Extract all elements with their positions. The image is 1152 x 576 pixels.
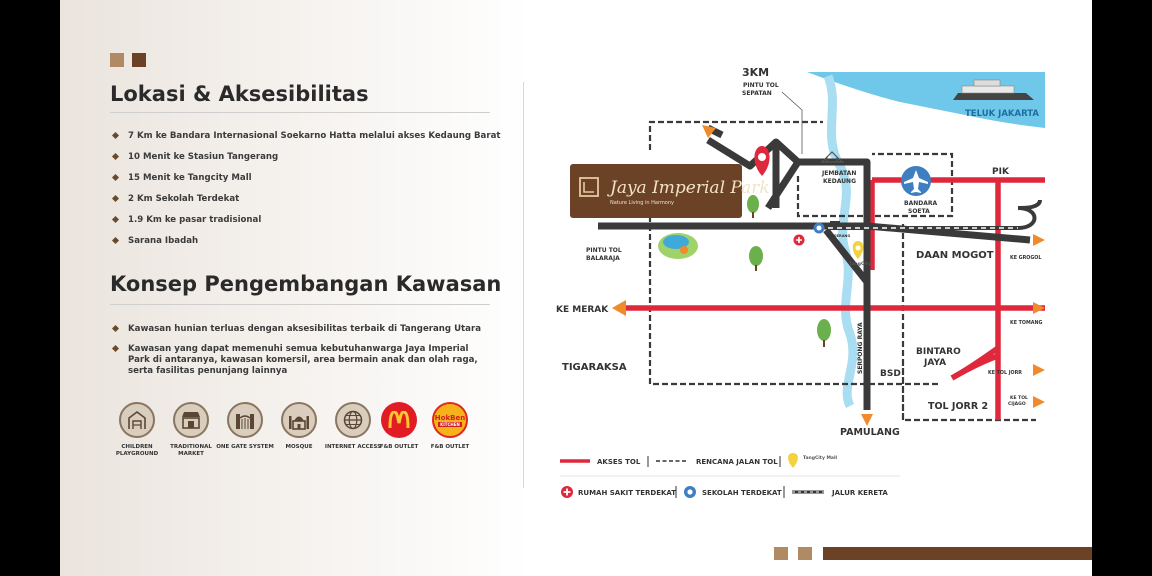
balaraja-label-l2: BALARAJA [586, 255, 620, 262]
vertical-divider [523, 82, 524, 488]
mosque-icon [281, 402, 317, 438]
tree-icon [817, 319, 831, 347]
legend-sekolah: SEKOLAH TERDEKAT [702, 489, 782, 497]
tree-icon [747, 195, 759, 218]
list-item: Kawasan hunian terluas dengan aksesibilitas terbaik di Tangerang Utara [110, 324, 490, 335]
tol-jorr-2-label: TOL JORR 2 [928, 401, 989, 412]
tigaraksa-label: TIGARAKSA [562, 362, 627, 373]
internet-icon [335, 402, 371, 438]
hokben-wordmark: HokBen [434, 413, 466, 422]
pintu-tol-sepatan-l2: SEPATAN [742, 90, 772, 97]
ke-grogol-label: KE GROGOL [1010, 256, 1042, 261]
arrow-icon [1033, 234, 1045, 246]
ke-tomang-label: KE TOMANG [1010, 321, 1043, 326]
waterpark-icon [658, 233, 698, 259]
bintaro-label-l1: BINTARO [916, 347, 961, 357]
tangcity-label: TangCity [849, 262, 871, 267]
pik-label: PIK [992, 167, 1009, 177]
decor-square-tan [110, 53, 124, 67]
map-legend [560, 453, 900, 498]
pamulang-label: PAMULANG [840, 427, 900, 438]
bsd-label: BSD [880, 369, 901, 379]
ke-cijago-l1: KE TOL [1010, 396, 1028, 401]
facility-label: MOSQUE [285, 444, 313, 450]
ke-merak-label: KE MERAK [556, 305, 609, 315]
facility-gate [215, 402, 275, 451]
legend-tangcity: TangCity Mall [803, 456, 838, 461]
section-title-lokasi: Lokasi & Aksesibilitas [110, 82, 369, 106]
project-logo-tagline: Nature Living in Harmony [610, 200, 674, 206]
bandara-label-l2: SOETA [908, 208, 930, 215]
legend-akses-tol: AKSES TOL [597, 458, 641, 466]
lokasi-list [110, 131, 501, 247]
ke-cijago-l2: CIJAGO [1008, 402, 1026, 407]
section-title-konsep: Konsep Pengembangan Kawasan [110, 272, 502, 296]
title-underline [110, 304, 490, 305]
station-icon [830, 221, 840, 227]
list-item: 15 Menit ke Tangcity Mall [110, 173, 501, 184]
facility-playground [107, 402, 167, 458]
decor-bar-brown [823, 547, 1092, 560]
hokben-logo [432, 402, 468, 438]
playground-icon [119, 402, 155, 438]
serpong-raya-label: SERPONG RAYA [857, 322, 864, 374]
bandara-label-l1: BANDARA [904, 200, 938, 207]
jembatan-label-l2: KEDAUNG [823, 178, 857, 185]
arrow-icon [1033, 302, 1045, 314]
tangerang-label: TANGERANG [826, 234, 851, 238]
project-logo [570, 164, 770, 218]
decor-square-brown [132, 53, 146, 67]
bintaro-label-l2: JAYA [924, 358, 947, 368]
brochure-sheet [60, 0, 1092, 576]
location-map [540, 58, 1050, 508]
facility-label: INTERNET ACCESS [324, 444, 382, 450]
tree-icon [749, 246, 763, 271]
hokben-sub: KITCHEN [440, 421, 460, 427]
gate-icon [227, 402, 263, 438]
list-item: 1.9 Km ke pasar tradisional [110, 215, 501, 226]
facility-label: F&B OUTLET [379, 444, 419, 450]
facility-market [161, 402, 221, 458]
legend-rumah-sakit: RUMAH SAKIT TERDEKAT [578, 489, 677, 497]
facility-label: CHILDREN PLAYGROUND [115, 444, 159, 457]
facility-label: ONE GATE SYSTEM [216, 444, 274, 450]
facility-mosque [269, 402, 329, 451]
facility-fnb-hokben [420, 402, 480, 451]
tangcity-pin-icon [853, 241, 864, 259]
school-icon [814, 223, 825, 234]
arrow-icon [1033, 364, 1045, 376]
hospital-icon [794, 235, 805, 246]
legend-jalur-kereta: JALUR KERETA [832, 489, 888, 497]
market-icon [173, 402, 209, 438]
facility-label: F&B OUTLET [430, 444, 470, 450]
ke-tol-jorr-label: KE TOL JORR [988, 371, 1022, 376]
list-item: 2 Km Sekolah Terdekat [110, 194, 501, 205]
arrow-icon [612, 300, 626, 316]
decor-square-tan [798, 547, 812, 560]
legend-tangcity-pin-icon [788, 453, 798, 468]
facility-label: TRADITIONAL MARKET [170, 444, 212, 457]
list-item: 7 Km ke Bandara Internasional Soekarno Hatta melalui akses Kedaung Barat [110, 131, 501, 142]
konsep-list [110, 324, 490, 377]
pintu-tol-sepatan-l1: PINTU TOL [743, 82, 779, 89]
jembatan-label-l1: JEMBATAN [822, 170, 857, 177]
distance-label: 3KM [742, 66, 770, 79]
daan-mogot-label: DAAN MOGOT [916, 250, 994, 261]
list-item: Kawasan yang dapat memenuhi semua kebutuhanwarga Jaya Imperial Park di antaranya, kawasan komersil, area bermain anak dan olah raga, serta fasilitas penunjang lainnya [110, 344, 490, 377]
title-underline [110, 112, 490, 113]
airport-icon [901, 166, 931, 196]
arrow-icon [861, 414, 873, 426]
legend-rencana: RENCANA JALAN TOL [696, 458, 778, 466]
balaraja-label-l1: PINTU TOL [586, 247, 622, 254]
project-logo-name: Jaya Imperial Park [610, 178, 770, 198]
sea-label: TELUK JAKARTA [965, 109, 1039, 119]
decor-square-tan [774, 547, 788, 560]
arrow-icon [1033, 396, 1045, 408]
list-item: Sarana Ibadah [110, 236, 501, 247]
mcdonalds-logo [381, 402, 417, 438]
location-pin-icon [754, 146, 769, 176]
list-item: 10 Menit ke Stasiun Tangerang [110, 152, 501, 163]
